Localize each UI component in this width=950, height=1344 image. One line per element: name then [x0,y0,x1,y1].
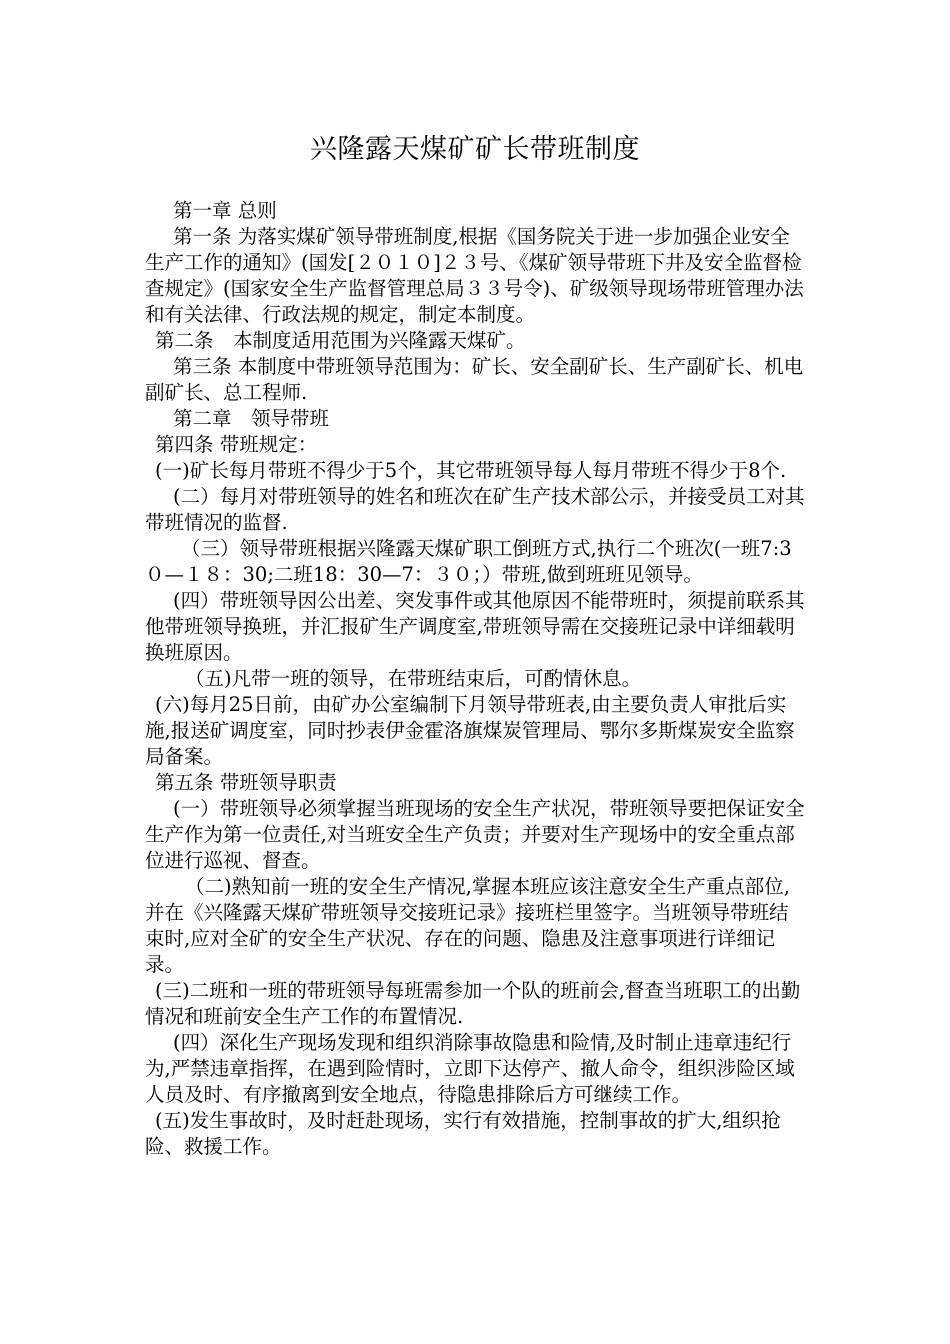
document-paragraph: 第一章 总则 [173,199,277,222]
document-paragraph: (三)二班和一班的带班领导每班需参加一个队的班前会,督查当班职工的出勤情况和班前安全生产工作的布置情况. [145,979,801,1028]
document-paragraph: 第二章 领导带班 [173,407,330,430]
document-paragraph: 第五条 带班领导职责 [155,771,337,794]
document-paragraph: （三）领导带班根据兴隆露天煤矿职工倒班方式,执行二个班次(一班7:3０—１８：30;二班18：30—7：３０；）带班,做到班班见领导。 [145,537,792,586]
document-body [145,198,805,1160]
document-paragraph: (二）每月对带班领导的姓名和班次在矿生产技术部公示，并接受员工对其带班情况的监督. [145,485,805,534]
document-paragraph: （五)凡带一班的领导，在带班结束后，可酌情休息。 [185,667,642,690]
document-paragraph: （二)熟知前一班的安全生产情况,掌握本班应该注意安全生产重点部位,并在《兴隆露天煤矿带班领导交接班记录》接班栏里签字。当班领导带班结束时,应对全矿的安全生产状况、存在的问题、隐患及注意事项进行详细记录。 [145,875,791,976]
document-paragraph: 第一条 为落实煤矿领导带班制度,根据《国务院关于进一步加强企业安全生产工作的通知》(国发[２０１０]２３号、《煤矿领导带班下井及安全监督检查规定》(国家安全生产监督管理总局３３号令)、矿级领导现场带班管理办法和有关法律、行政法规的规定，制定本制度。 [145,225,804,326]
document-paragraph: 第二条 本制度适用范围为兴隆露天煤矿。 [155,329,526,352]
document-paragraph: (一）带班领导必须掌握当班现场的安全生产状况，带班领导要把保证安全生产作为第一位责任,对当班安全生产负责；并要对生产现场中的安全重点部位进行巡视、督查。 [145,797,805,872]
document-paragraph: 第四条 带班规定： [155,433,318,456]
document-title: 兴隆露天煤矿矿长带班制度 [310,134,640,165]
document-paragraph: (四）带班领导因公出差、突发事件或其他原因不能带班时，须提前联系其他带班领导换班，并汇报矿生产调度室,带班领导需在交接班记录中详细载明换班原因。 [145,589,805,664]
document-paragraph: (五)发生事故时，及时赶赴现场，实行有效措施，控制事故的扩大,组织抢险、救援工作。 [145,1109,781,1158]
document-paragraph: (一)矿长每月带班不得少于5个，其它带班领导每人每月带班不得少于8个. [155,459,787,482]
document-paragraph: 第三条 本制度中带班领导范围为：矿长、安全副矿长、生产副矿长、机电副矿长、总工程师. [145,355,804,404]
document-paragraph: (四）深化生产现场发现和组织消除事故隐患和险情,及时制止违章违纪行为,严禁违章指挥，在遇到险情时，立即下达停产、撤人命令，组织涉险区域人员及时、有序撤离到安全地点，待隐患排除后方可继续工作。 [145,1031,795,1106]
document-paragraph: (六)每月25日前，由矿办公室编制下月领导带班表,由主要负责人审批后实施,报送矿调度室，同时抄表伊金霍洛旗煤炭管理局、鄂尔多斯煤炭安全监察局备案。 [145,693,795,768]
